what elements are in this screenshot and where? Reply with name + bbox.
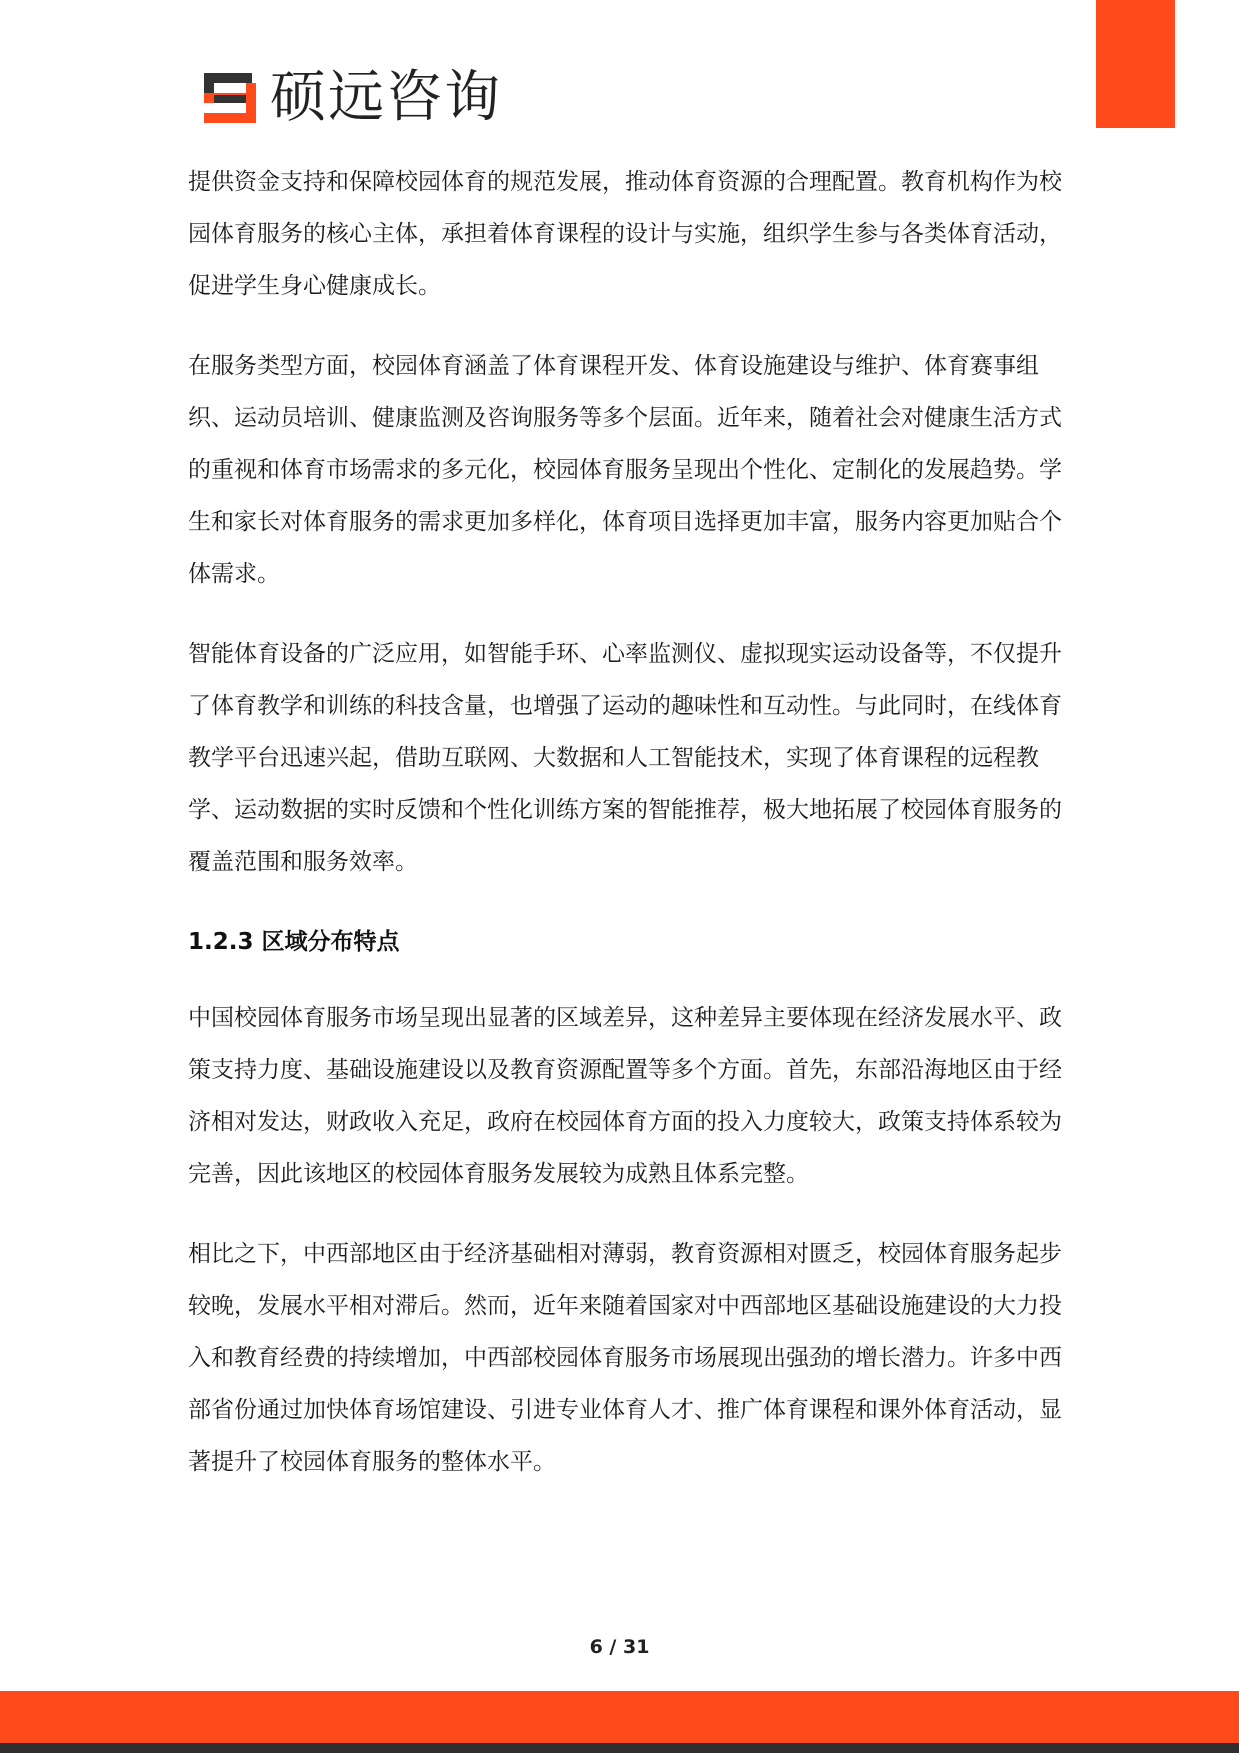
footer-dark-strip [0,1743,1239,1753]
document-body [188,156,1068,1516]
footer-accent-bar [0,1691,1239,1743]
page-number: 6 / 31 [589,1636,650,1658]
paragraph: 中国校园体育服务市场呈现出显著的区域差异，这种差异主要体现在经济发展水平、政策支持力度、基础设施建设以及教育资源配置等多个方面。首先，东部沿海地区由于经济相对发达，财政收入充足，政府在校园体育方面的投入力度较大，政策支持体系较为完善，因此该地区的校园体育服务发展较为成熟且体系完整。 [188,1005,1062,1187]
logo-mark-icon [200,69,260,127]
paragraph: 相比之下，中西部地区由于经济基础相对薄弱，教育资源相对匮乏，校园体育服务起步较晚，发展水平相对滞后。然而，近年来随着国家对中西部地区基础设施建设的大力投入和教育经费的持续增加，中西部校园体育服务市场展现出强劲的增长潜力。许多中西部省份通过加快体育场馆建设、引进专业体育人才、推广体育课程和课外体育活动，显著提升了校园体育服务的整体水平。 [188,1241,1062,1475]
paragraph: 在服务类型方面，校园体育涵盖了体育课程开发、体育设施建设与维护、体育赛事组织、运动员培训、健康监测及咨询服务等多个层面。近年来，随着社会对健康生活方式的重视和体育市场需求的多元化，校园体育服务呈现出个性化、定制化的发展趋势。学生和家长对体育服务的需求更加多样化，体育项目选择更加丰富，服务内容更加贴合个体需求。 [188,353,1062,587]
logo-text: 硕远咨询 [270,65,502,130]
corner-accent-block [1096,0,1175,128]
paragraph: 智能体育设备的广泛应用，如智能手环、心率监测仪、虚拟现实运动设备等，不仅提升了体育教学和训练的科技含量，也增强了运动的趣味性和互动性。与此同时，在线体育教学平台迅速兴起，借助互联网、大数据和人工智能技术，实现了体育课程的远程教学、运动数据的实时反馈和个性化训练方案的智能推荐，极大地拓展了校园体育服务的覆盖范围和服务效率。 [188,641,1062,875]
paragraph: 提供资金支持和保障校园体育的规范发展，推动体育资源的合理配置。教育机构作为校园体育服务的核心主体，承担着体育课程的设计与实施，组织学生参与各类体育活动，促进学生身心健康成长。 [188,169,1062,299]
company-logo [200,66,502,130]
section-heading: 1.2.3 区域分布特点 [188,929,400,955]
